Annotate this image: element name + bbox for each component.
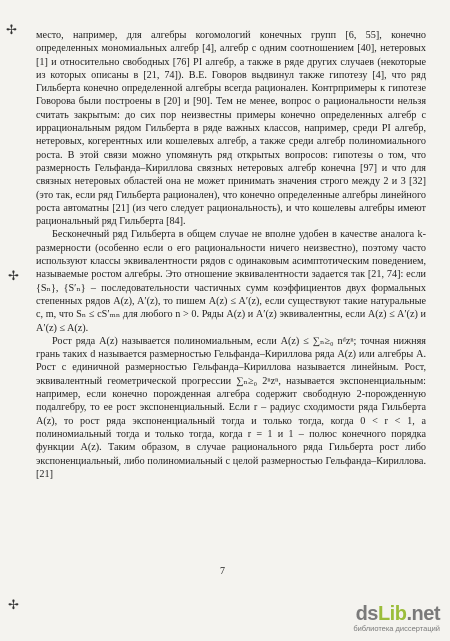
- page-number: 7: [220, 566, 225, 577]
- scan-mark: ✢: [6, 22, 17, 37]
- paragraph: Рост ряда A(z) называется полиномиальным, если A(z) ≤ ∑ₙ≥₀ nᵈzⁿ; точная нижняя грань таких d называется размерностью Гельфанда–Кириллова ряда A(z) или алгебры A. Рост с единичной размерностью Гельфанда–Кириллова называется линейным. Рост, эквивалентный геометрической прогрессии ∑ₙ≥₀ 2ⁿzⁿ, называется экспоненциальным: например, если конечно порожденная алгебра содержит свободную 2-порожденную подалгебру, то ее рост экспоненциальный. Если r – радиус сходимости ряда Гильберта A(z), то рост ряда экспоненциальный тогда и только тогда, когда 0 < r < 1, а полиномиальный тогда и только тогда, когда r = 1 и 1 – полюс конечного порядка функции A(z). Таким образом, в случае рационального ряда Гильберта рост либо экспоненциальный, либо полиномиальный с целой размерностью Гельфанда–Кириллова. [21]: [36, 335, 426, 480]
- scan-mark: ✢: [8, 597, 19, 612]
- body-text: [36, 29, 426, 481]
- scan-mark: ✢: [8, 268, 19, 283]
- watermark-caption: библиотека диссертаций: [353, 624, 440, 633]
- watermark-logo: dsLib.net: [355, 603, 440, 625]
- paragraph: место, например, для алгебры когомологий конечных групп [6, 55], конечно определенных мономиальных алгебр [4], алгебр с одним соотношением [40], нетеровых [1] и относительно свободных [76] PI алгебр, а также в ряде других случаев (некоторые из которых описаны в [21, 74]). В.Е. Говоров выдвинул также гипотезу [4], что ряд Гильберта конечно определенной алгебры всегда рационален. Контрпримеры к гипотезе Говорова были построены в [20] и [90]. Тем не менее, вопрос о рациональности нельзя считать закрытым: до сих пор неизвестны примеры конечно определенных алгебр с иррациональным рядом Гильберта в ряде важных классов, например, среди PI алгебр, нетеровых, когерентных или кошелевых алгебр, а также среди алгебр полиномиального роста. В этой связи можно упомянуть ряд открытых вопросов: гипотезы о том, что размерность Гельфанда–Кириллова связных нетеровых алгебр конечна [97] и что для связных нетеровых областей она не может принимать значения строго между 2 и 3 [32] (это так, если ряд Гильберта рационален), что конечно определенные алгебры линейного роста автоматны [21] (из чего следует рациональность), и что кошелевы алгебры имеют рациональный ряд Гильберта [84].: [36, 30, 426, 228]
- paragraph: Бесконечный ряд Гильберта в общем случае не вполне удобен в качестве аналога k-размерности (особенно если о его рациональности ничего неизвестно), поэтому часто используют классы эквивалентности рядов с одинаковым асимптотическим поведением, называемые ростом алгебры. Это отношение эквивалентности задается так [21, 74]: если {Sₙ}, {S′ₙ} – последовательности частичных сумм коэффициентов двух формальных степенных рядов A(z), A′(z), то пишем A(z) ≤ A′(z), если существуют такие натуральные c, m, что Sₙ ≤ cS′ₘₙ для любого n > 0. Ряды A(z) и A′(z) эквивалентны, если A(z) ≤ A′(z) и A′(z) ≤ A(z).: [36, 229, 426, 334]
- watermark: [328, 603, 440, 633]
